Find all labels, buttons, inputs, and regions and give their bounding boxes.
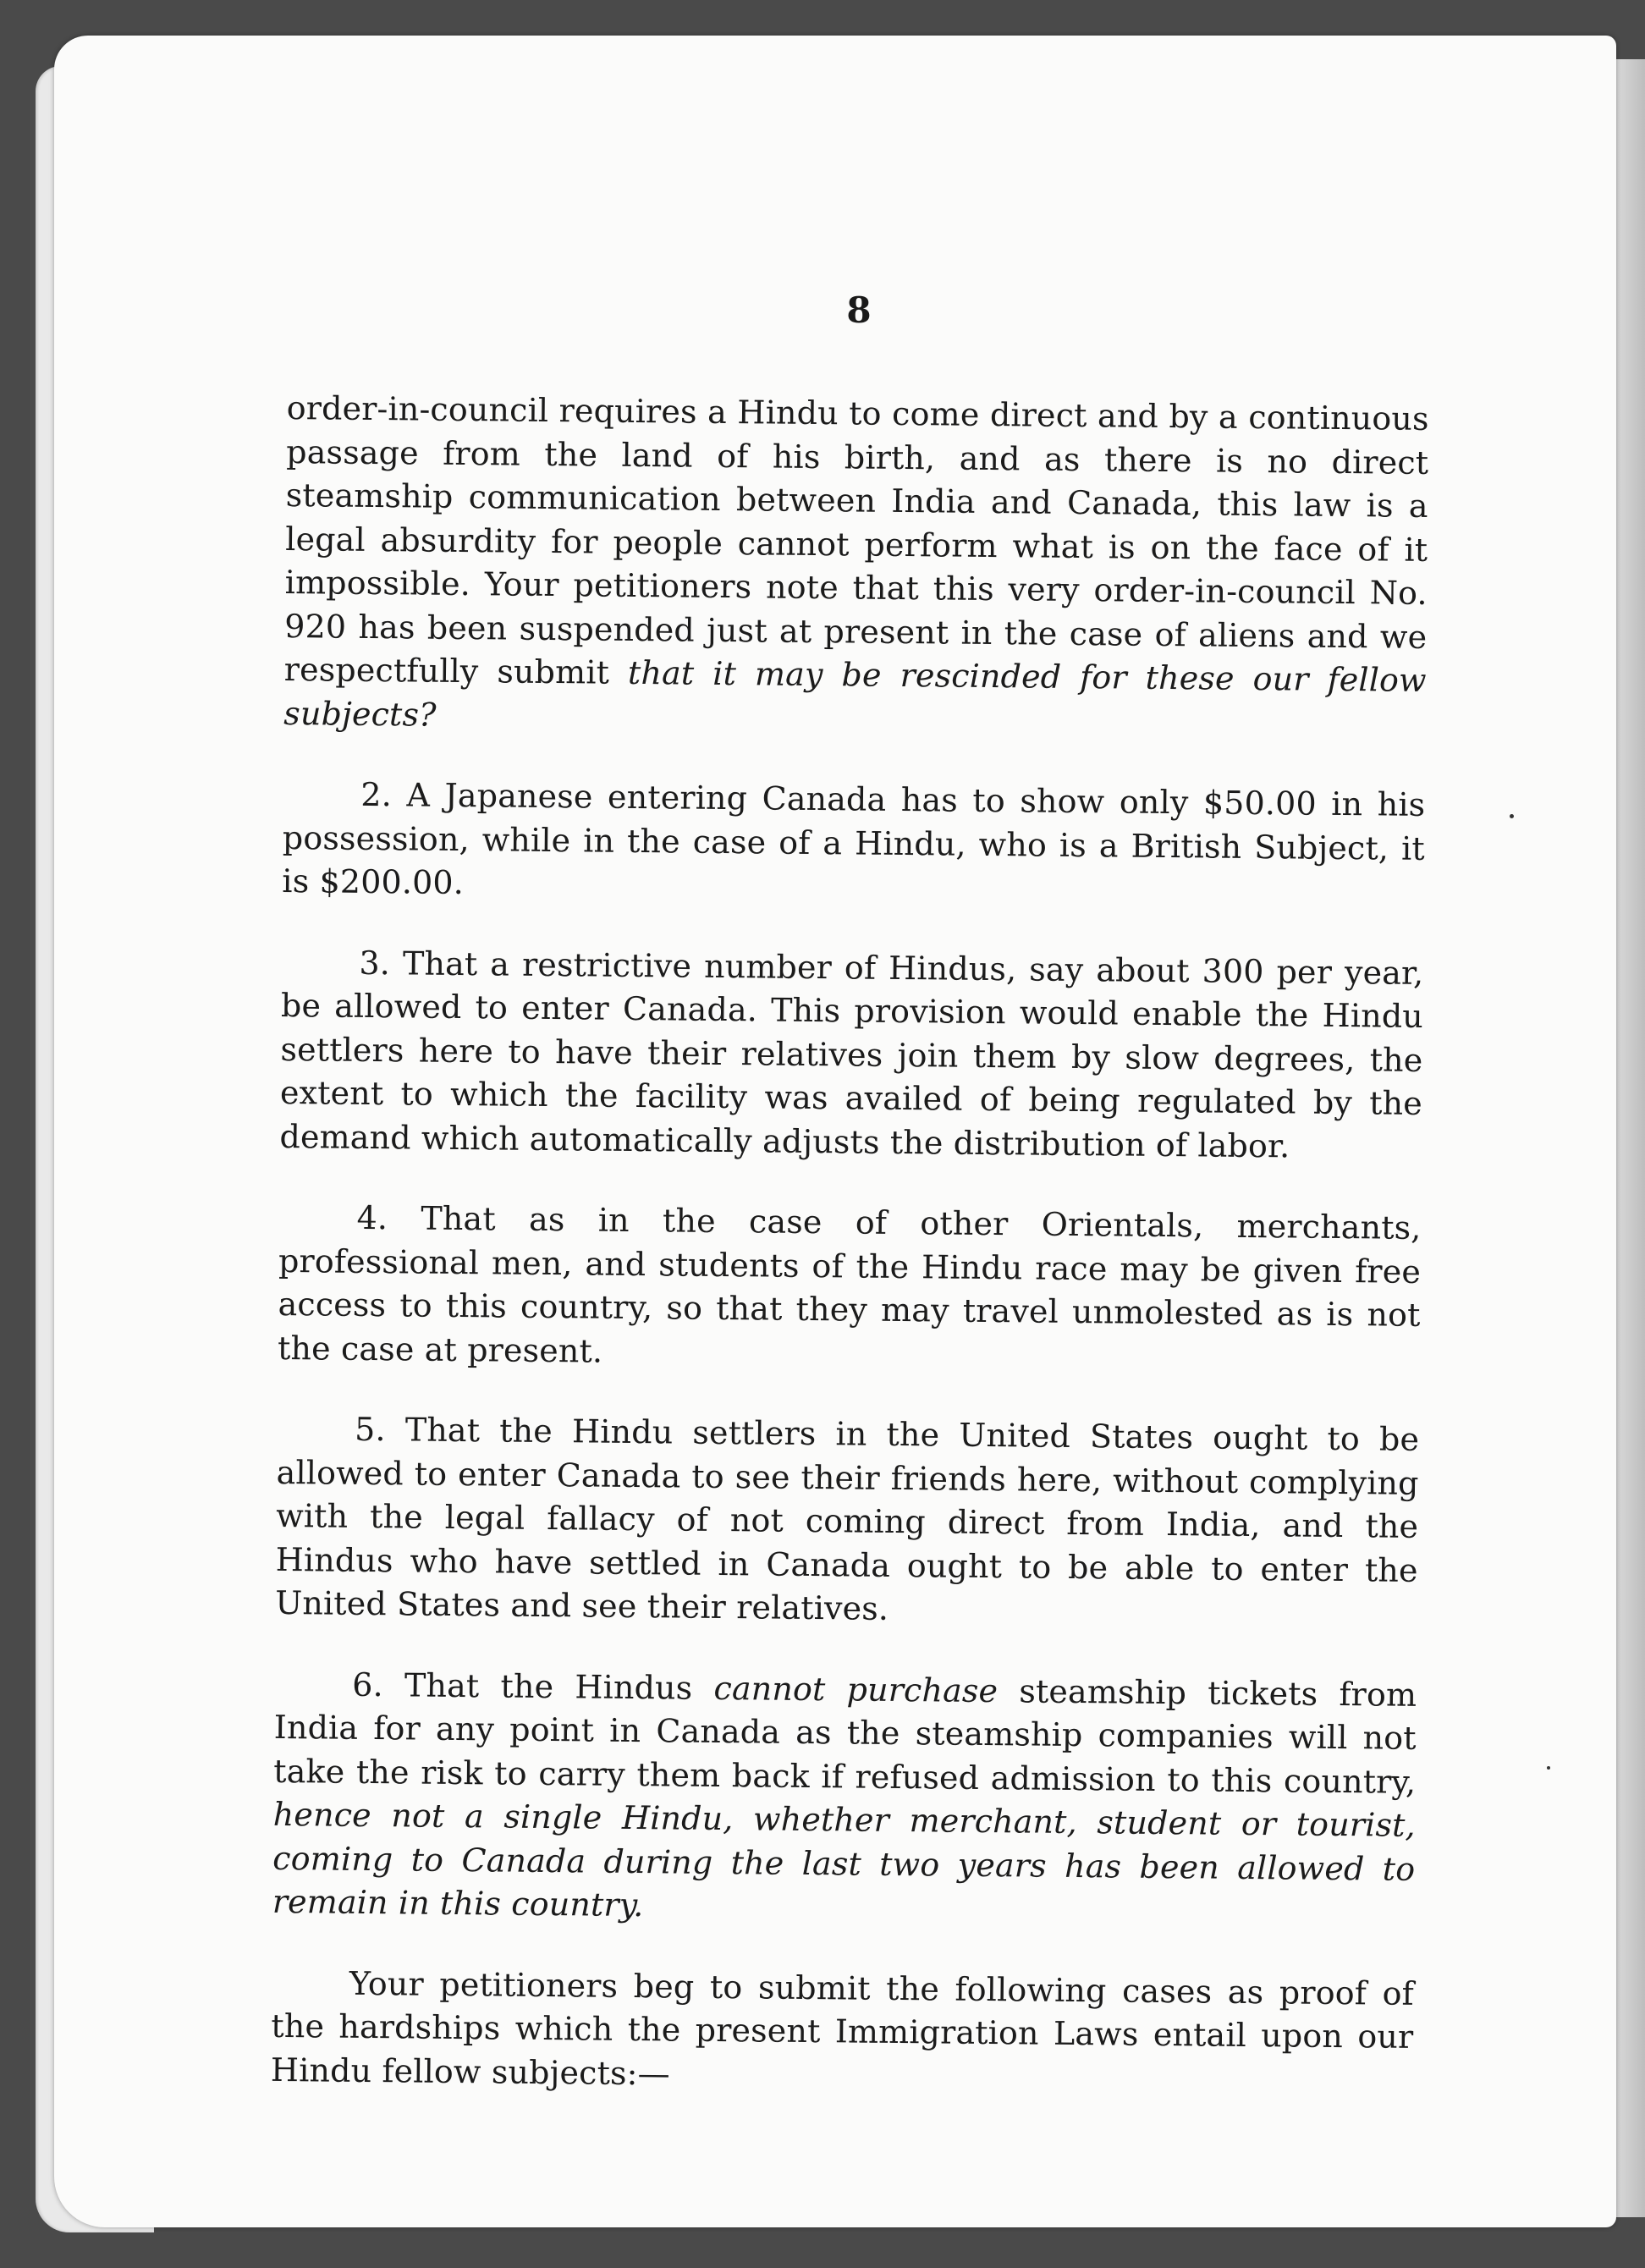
- paragraph-item-3: [279, 940, 1423, 1169]
- paragraph-closing: [271, 1961, 1414, 2102]
- text-run-italic: cannot purchase: [713, 1669, 999, 1709]
- text-run-italic: hence not a single Hindu, whether merchant, student or tourist, coming to Canada during the last two years has been allowed to remain in this country.: [272, 1795, 1416, 1924]
- text-run: Your petitioners beg to submit the following cases as proof of the hardships which the present Immigration Laws entail upon our Hindu fellow subjects:—: [270, 1964, 1415, 2092]
- page-body: [270, 387, 1429, 2140]
- paragraph-continuation: [283, 387, 1429, 746]
- text-run: 6. That the Hindus: [352, 1665, 714, 1707]
- text-run: 2. A Japanese entering Canada has to show only $50.00 in his possession, while in the case of a Hindu, who is a British Subject, it is $200.00.: [282, 775, 1426, 902]
- paragraph-item-2: [282, 773, 1425, 914]
- paragraph-item-5: [275, 1407, 1419, 1636]
- paper-speck: [1510, 814, 1514, 818]
- text-run: 5. That the Hindu settlers in the United States ought to be allowed to enter Canada to see their friends here, without complying with the legal fallacy of not coming direct from India, and the Hindus who have settled in Canada ought to be able to enter the United States and see their relatives.: [274, 1410, 1420, 1627]
- text-run: 3. That a restrictive number of Hindus, say about 300 per year, be allowed to enter Canada. This provision would enable the Hindu settlers here to have their relatives join them by slow degrees, the extent to which the facility was availed of being regulated by the demand which automatically adjusts the distribution of labor.: [279, 944, 1424, 1164]
- document-page: [54, 36, 1616, 2227]
- text-run-italic: that it may be rescinded for these our fellow subjects?: [283, 653, 1427, 734]
- text-run: steamship tickets from India for any point in Canada as the steamship companies will not take the risk to carry them back if refused admission to this country,: [273, 1671, 1417, 1801]
- text-run: 4. That as in the case of other Orientals, merchants, professional men, and students of the Hindu race may be given free access to this country, so that they may travel unmolested as is not the case at present.: [277, 1198, 1422, 1370]
- paragraph-item-4: [278, 1196, 1422, 1381]
- page-number: 8: [846, 289, 872, 331]
- paragraph-item-6: [272, 1662, 1417, 1935]
- paper-speck: [1547, 1766, 1550, 1770]
- text-run: order-in-council requires a Hindu to come direct and by a continuous passage from the land of his birth, and as there is no direct steamship communication between India and Canada, this law is a legal absurdity for people cannot perform what is on the face of it impossible. Your petitioners note that this very order-in-council No. 920 has been suspended just at present in the case of aliens and we respectfully submit: [283, 388, 1429, 691]
